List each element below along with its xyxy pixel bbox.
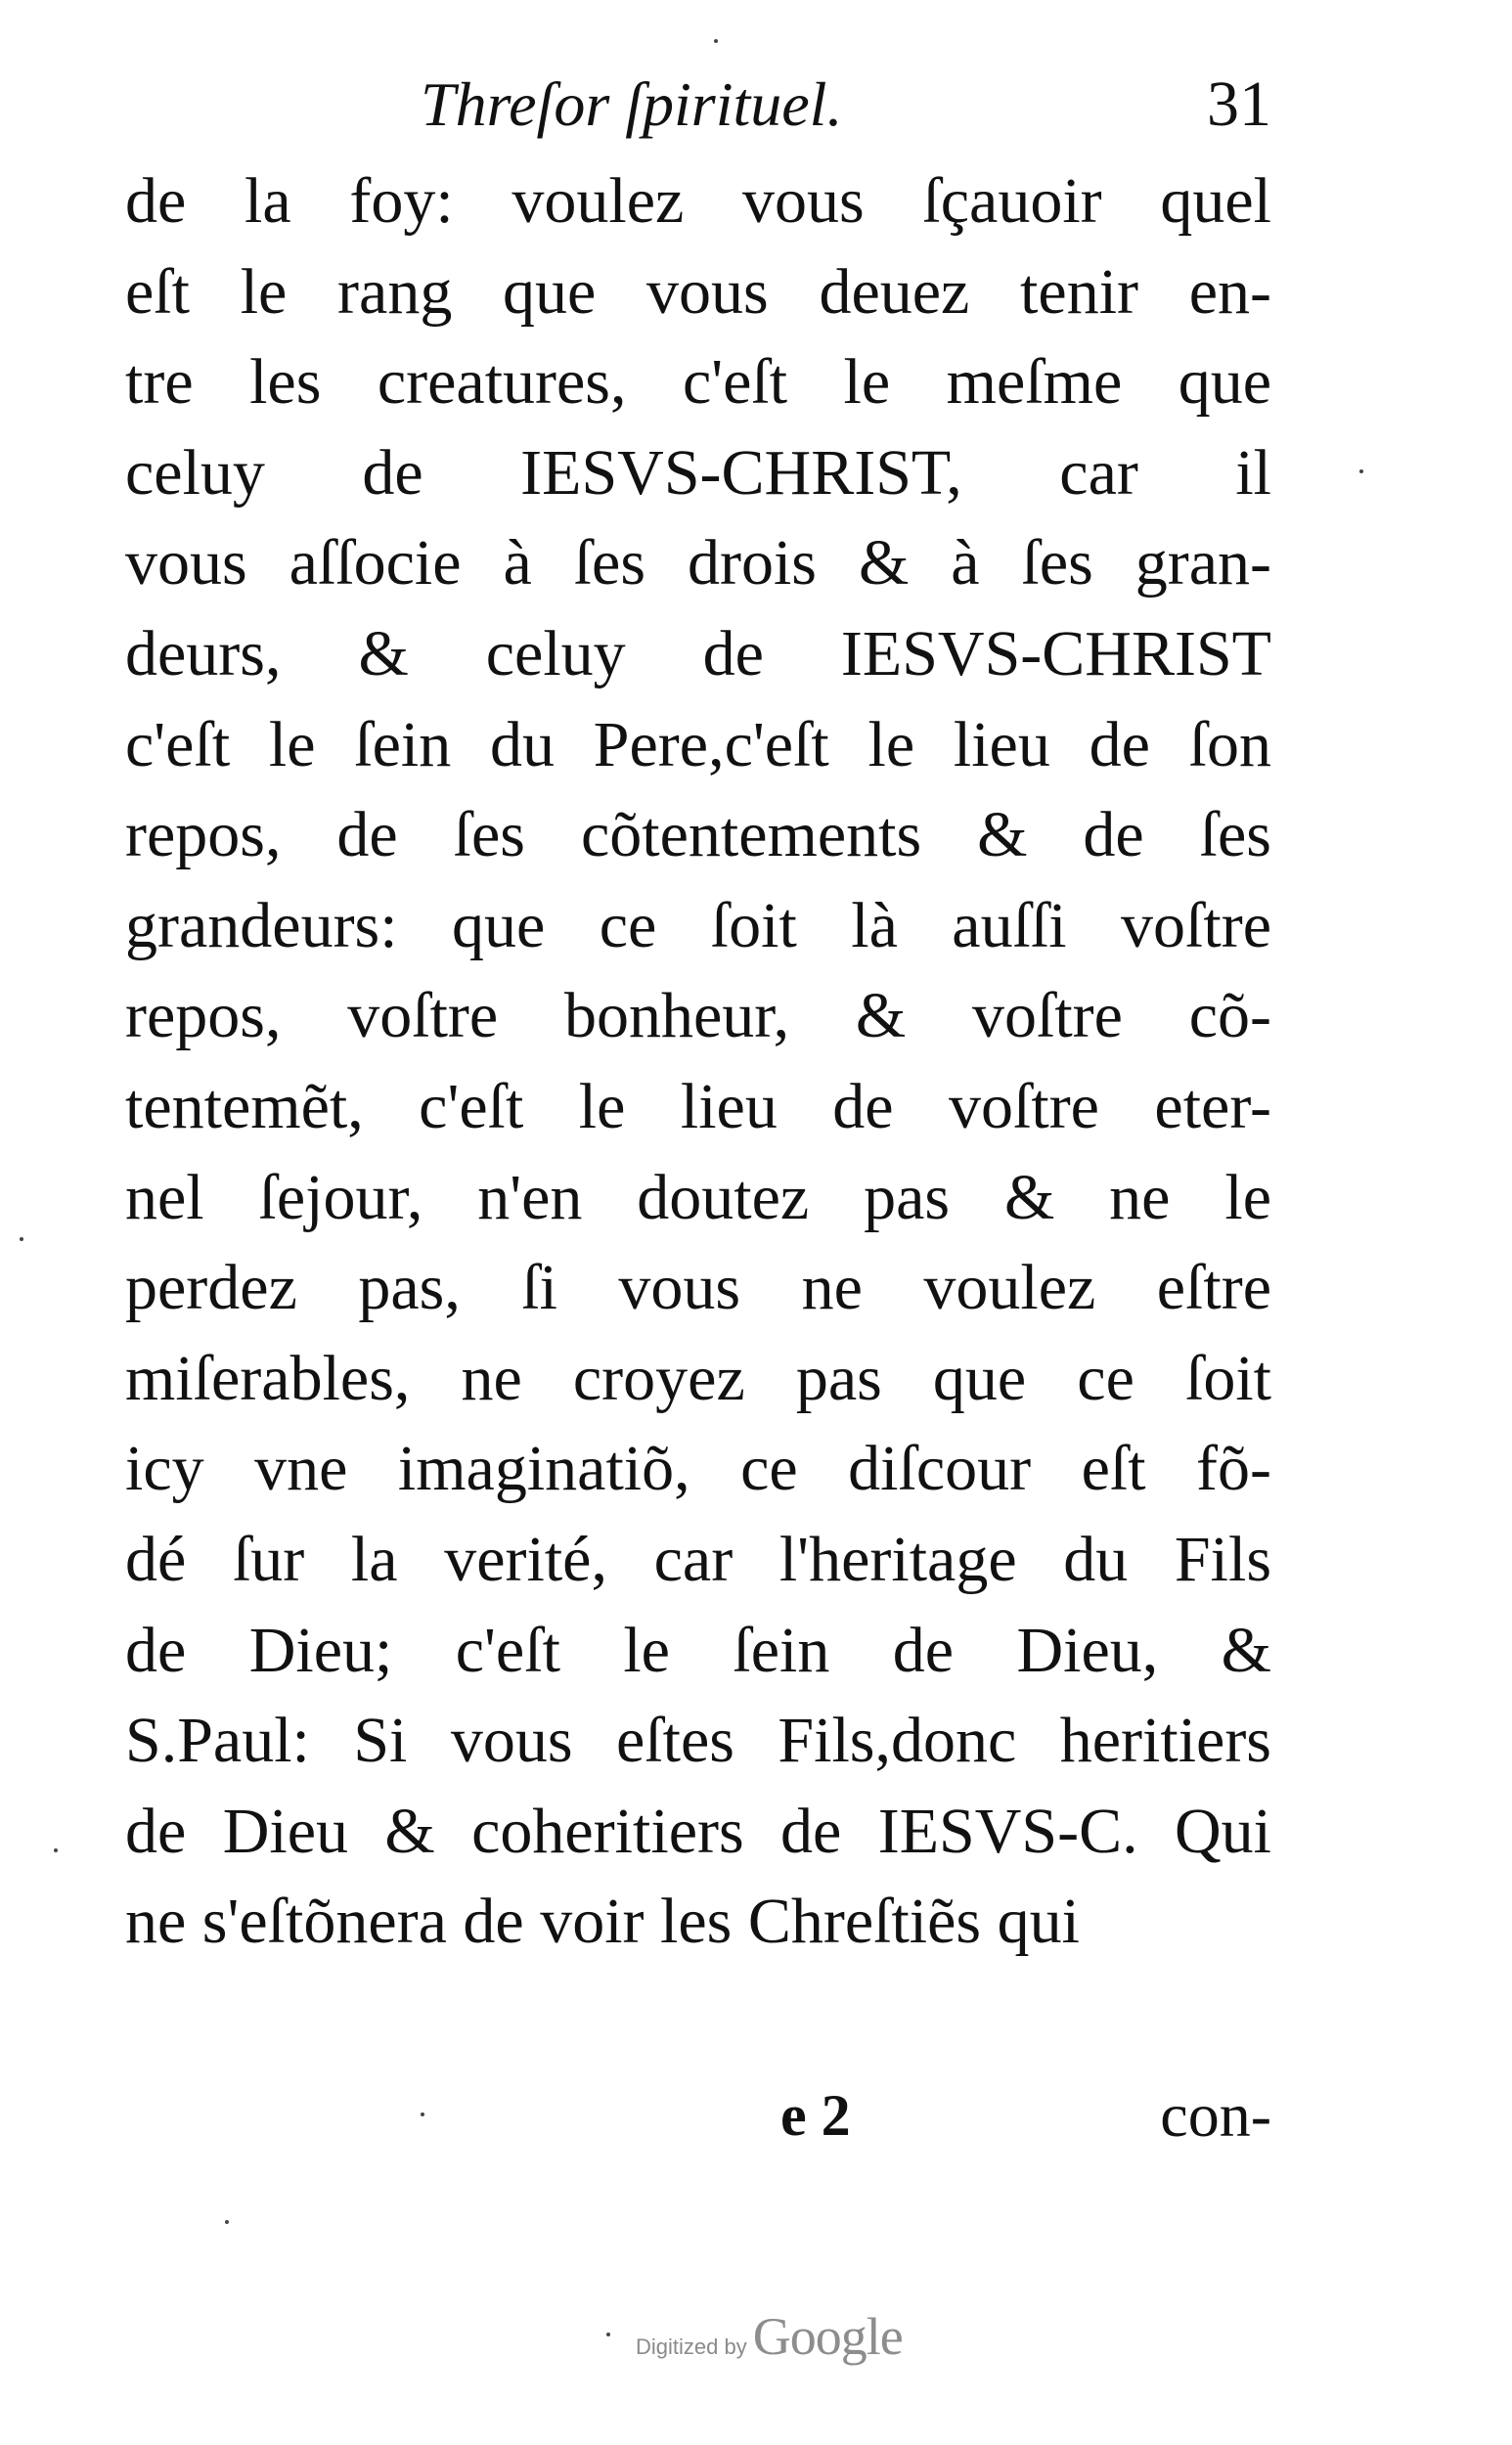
watermark-prefix: Digitized by — [636, 2334, 747, 2359]
running-head — [127, 61, 1271, 149]
scan-speck — [54, 1848, 58, 1852]
text-line: deurs, & celuy de IESVS-CHRIST — [125, 617, 1271, 689]
text-line: dé ſur la verité, car l'heritage du Fils — [125, 1523, 1271, 1595]
text-line: celuy de IESVS-CHRIST, car il — [125, 436, 1271, 509]
scan-speck — [714, 39, 718, 43]
text-line: icy vne imaginatiõ, ce diſcour eſt fõ- — [125, 1433, 1271, 1505]
scan-speck — [225, 2220, 229, 2224]
scan-speck — [606, 2333, 610, 2336]
text-line: nel ſejour, n'en doutez pas & ne le — [125, 1161, 1271, 1233]
scan-speck — [1359, 469, 1363, 473]
signature-mark: e 2 — [780, 2083, 851, 2148]
text-line: vous aſſocie à ſes drois & à ſes gran- — [125, 527, 1271, 600]
text-line: S.Paul: Si vous eſtes Fils,donc heritiers — [125, 1705, 1271, 1777]
body-text — [125, 156, 1271, 1968]
running-title: Threſor ſpirituel. — [421, 69, 843, 139]
text-line: repos, voſtre bonheur, & voſtre cõ- — [125, 980, 1271, 1052]
scan-speck — [20, 1237, 23, 1241]
text-line: eſt le rang que vous deuez tenir en- — [125, 255, 1271, 328]
text-line: tentemẽt, c'eſt le lieu de voſtre eter- — [125, 1070, 1271, 1142]
digitization-watermark — [636, 2306, 903, 2375]
text-line: tre les creatures, c'eſt le meſme que — [125, 346, 1271, 419]
text-line: ne s'eſtõnera de voir les Chreſtiẽs qui — [125, 1886, 1080, 1958]
text-line: de Dieu & coheritiers de IESVS-C. Qui — [125, 1795, 1271, 1867]
catchword: con- — [1160, 2080, 1271, 2150]
text-line: de Dieu; c'eſt le ſein de Dieu, & — [125, 1614, 1271, 1686]
google-logo: Google — [752, 2307, 903, 2366]
scan-speck — [421, 2112, 424, 2116]
text-line: miſerables, ne croyez pas que ce ſoit — [125, 1342, 1271, 1414]
text-line: perdez pas, ſi vous ne voulez eſtre — [125, 1252, 1271, 1324]
page-number: 31 — [1207, 68, 1271, 140]
text-line: de la foy: voulez vous ſçauoir quel — [125, 165, 1271, 237]
text-line: c'eſt le ſein du Pere,c'eſt le lieu de ſon — [125, 708, 1271, 780]
page-footer — [125, 2071, 1271, 2159]
text-line: repos, de ſes cõtentements & de ſes — [125, 799, 1271, 871]
text-line: grandeurs: que ce ſoit là auſſi voſtre — [125, 889, 1271, 961]
